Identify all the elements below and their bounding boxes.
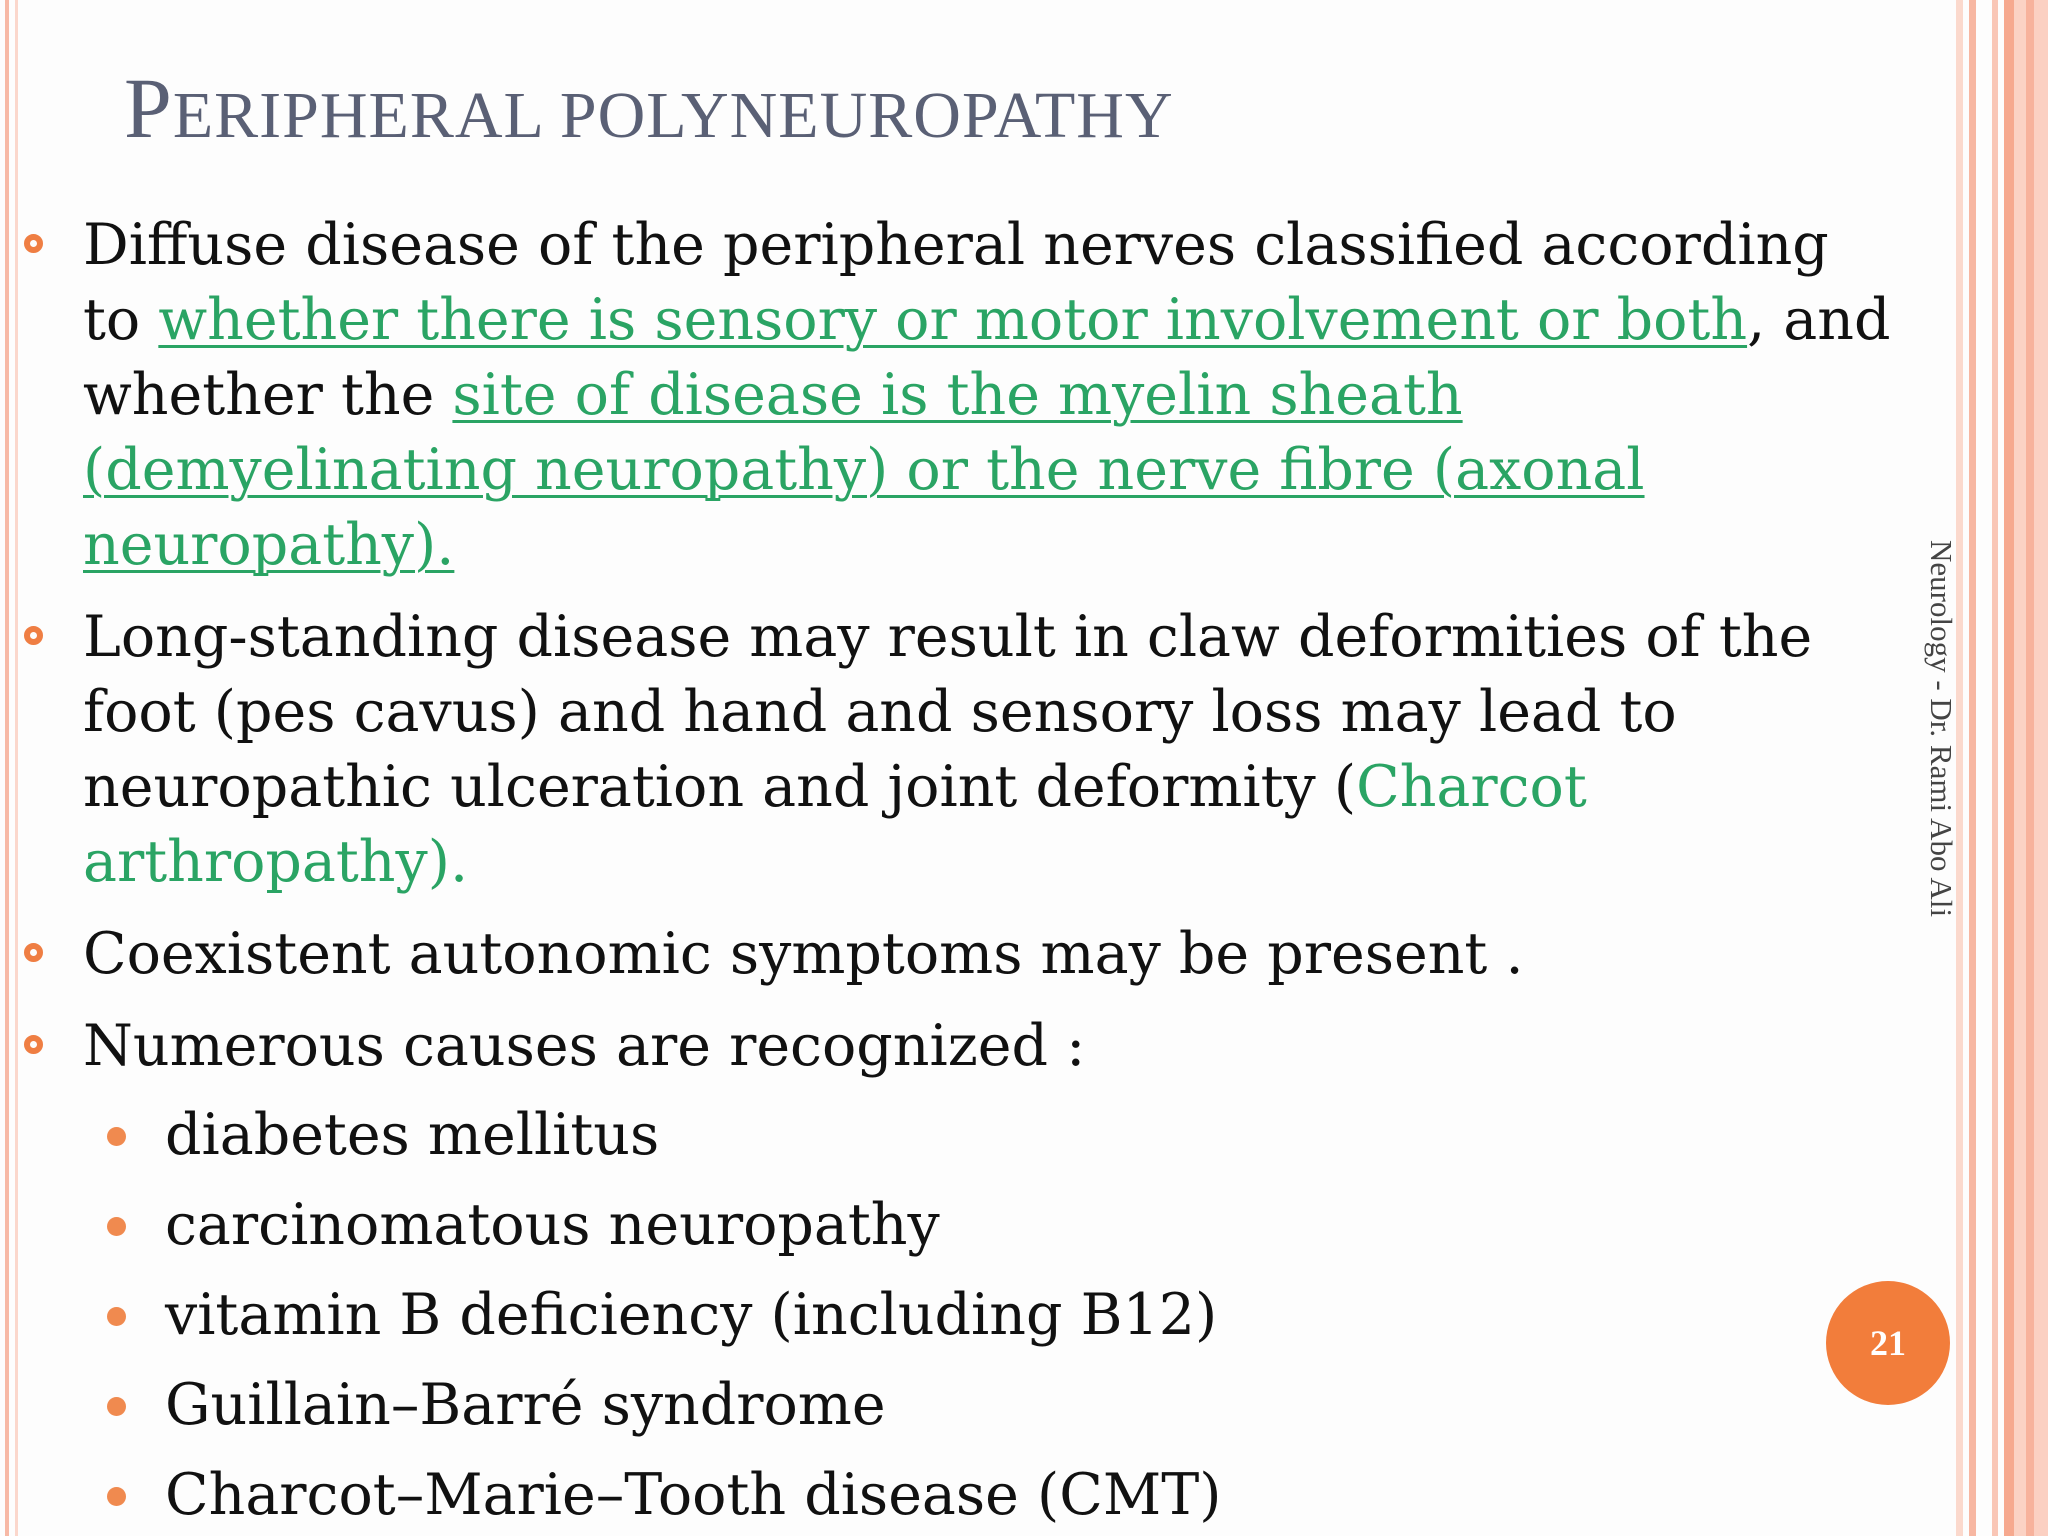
- bullet-2-text: Long-standing disease may result in claw deformities of the foot (pes cavus) and hand and sensory loss may lead to neuropathic ulceration and joint deformity (: [83, 604, 1813, 820]
- title-initial: P: [124, 60, 173, 156]
- bullet-4-text: Numerous causes are recognized :: [83, 1013, 1086, 1079]
- bullet-3: [83, 917, 1903, 992]
- cause-text: Charcot–Marie–Tooth disease (CMT): [165, 1462, 1222, 1528]
- side-footer-text: Neurology - Dr. Rami Abo Ali: [1924, 540, 1959, 918]
- cause-item: [165, 1458, 1221, 1533]
- cause-item: [165, 1188, 940, 1263]
- right-decorative-stripes: [1956, 0, 2048, 1536]
- bullet-1-link-a: whether there is sensory or motor involvement or both: [158, 287, 1748, 353]
- ring-bullet-icon: [24, 626, 43, 645]
- dot-bullet-icon: [107, 1217, 126, 1236]
- bullet-2-green: Charcot arthropathy).: [83, 754, 1587, 895]
- cause-item: [165, 1278, 1217, 1353]
- bullet-1-link-b: site of disease is the myelin sheath (demyelinating neuropathy) or the nerve fibre (axonal neuropathy).: [83, 362, 1645, 578]
- dot-bullet-icon: [107, 1397, 126, 1416]
- title-rest: ERIPHERAL: [172, 79, 560, 152]
- page-number-badge: 21: [1826, 1281, 1950, 1405]
- slide-title: [124, 58, 1174, 158]
- ring-bullet-icon: [24, 234, 43, 253]
- cause-text: diabetes mellitus: [165, 1102, 660, 1168]
- cause-item: [165, 1098, 659, 1173]
- left-border-line: [5, 0, 9, 1536]
- bullet-1-text-b: , and whether the: [83, 287, 1891, 428]
- cause-text: carcinomatous neuropathy: [165, 1192, 940, 1258]
- ring-bullet-icon: [24, 943, 43, 962]
- bullet-2: [83, 600, 1843, 900]
- bullet-1: [83, 208, 1903, 583]
- dot-bullet-icon: [107, 1127, 126, 1146]
- dot-bullet-icon: [107, 1487, 126, 1506]
- title-second-word: POLYNEUROPATHY: [559, 79, 1174, 152]
- bullet-1-text-a: Diffuse disease of the peripheral nerves classified according to: [83, 212, 1829, 353]
- cause-item: [165, 1368, 886, 1443]
- ring-bullet-icon: [24, 1035, 43, 1054]
- bullet-4: [83, 1009, 1903, 1084]
- left-border-line: [15, 0, 18, 1536]
- bullet-3-text: Coexistent autonomic symptoms may be present .: [83, 921, 1524, 987]
- dot-bullet-icon: [107, 1307, 126, 1326]
- cause-text: vitamin B deficiency (including B12): [165, 1282, 1218, 1348]
- cause-text: Guillain–Barré syndrome: [165, 1372, 886, 1438]
